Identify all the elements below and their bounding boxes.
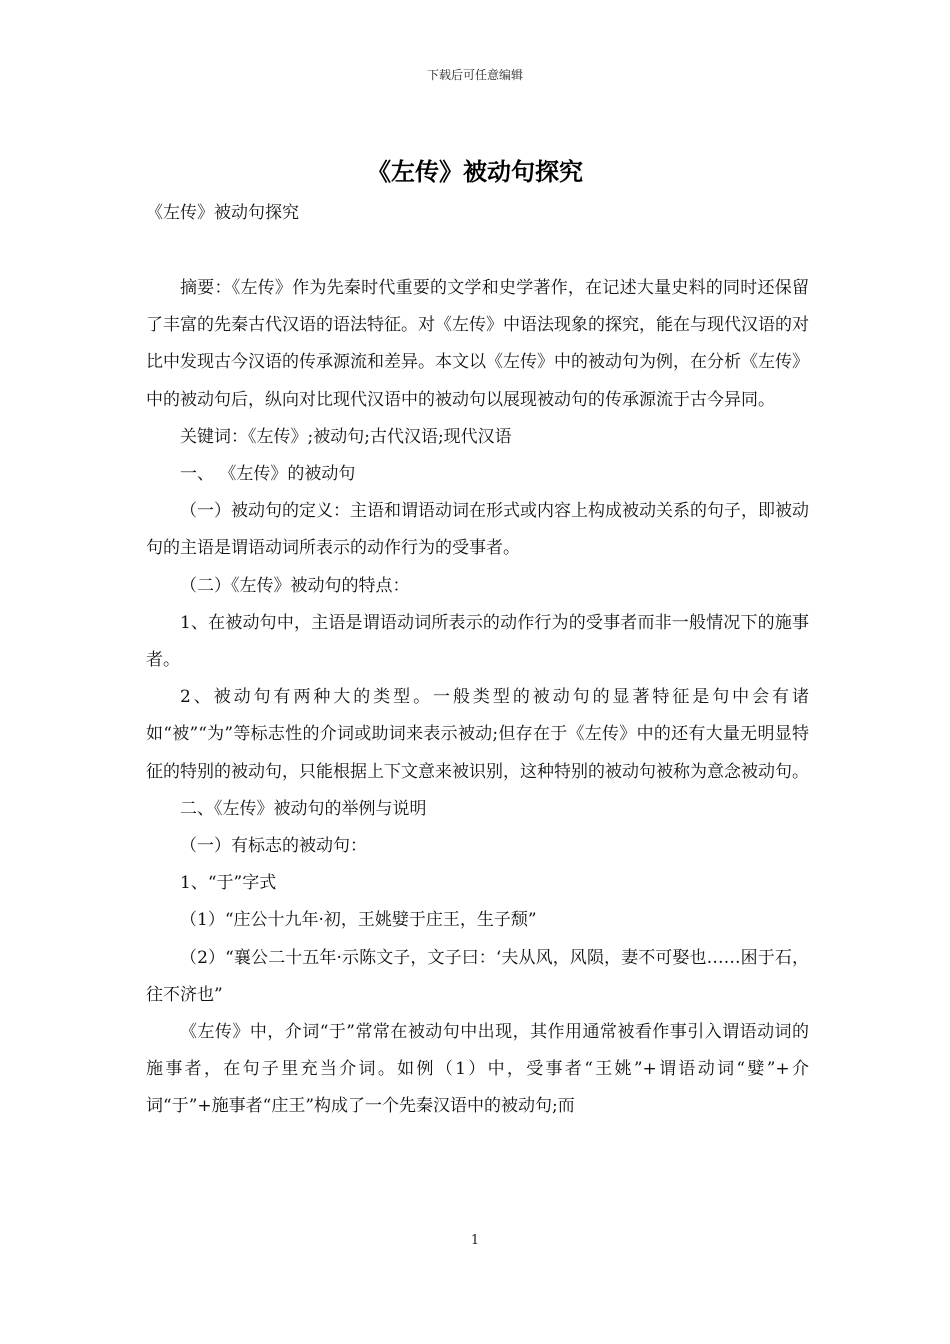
pattern-heading-yu: 1、“于”字式 (180, 873, 277, 894)
example-1: （1）“庄公十九年·初，王姚嬖于庄王，生子颓” (180, 910, 537, 931)
section-heading-1: 一、 《左传》的被动句 (180, 464, 356, 485)
document-body (146, 270, 809, 1126)
header-note: 下载后可任意编辑 (426, 68, 523, 82)
subsection-heading-features: （二）《左传》被动句的特点： (180, 575, 410, 596)
section-heading-2: 二、《左传》被动句的举例与说明 (180, 798, 427, 819)
keywords-line: 关键词：《左传》;被动句;古代汉语;现代汉语 (180, 426, 512, 447)
document-title: 《左传》被动句探究 (367, 158, 583, 186)
subsection-heading-marked: （一）有标志的被动句： (180, 836, 367, 857)
feature-item-2: 2、被动句有两种大的类型。一般类型的被动句的显著特征是句中会有诸如“被”“为”等标志性的介词或助词来表示被动;但存在于《左传》中的还有大量无明显特征的特别的被动句，只能根据上下文意来被识别，这种特别的被动句被称为意念被动句。 (146, 687, 809, 782)
feature-item-1: 1、在被动句中，主语是谓语动词所表示的动作行为的受事者而非一般情况下的施事者。 (146, 612, 809, 671)
abstract-paragraph: 摘要：《左传》作为先秦时代重要的文学和史学著作，在记述大量史料的同时还保留了丰富的先秦古代汉语的语法特征。对《左传》中语法现象的探究，能在与现代汉语的对比中发现古今汉语的传承源流和差异。本文以《左传》中的被动句为例，在分析《左传》中的被动句后，纵向对比现代汉语中的被动句以展现被动句的传承源流于古今异同。 (146, 278, 809, 410)
definition-paragraph: （一）被动句的定义：主语和谓语动词在形式或内容上构成被动关系的句子，即被动句的主语是谓语动词所表示的动作行为的受事者。 (146, 501, 809, 559)
page-number: 1 (470, 1233, 480, 1248)
document-subtitle: 《左传》被动句探究 (146, 203, 299, 223)
explanation-paragraph: 《左传》中，介词“于”常常在被动句中出现，其作用通常被看作事引入谓语动词的施事者，在句子里充当介词。如例（1）中，受事者“王姚”+谓语动词“嬖”+介词“于”+施事者“庄王”构成了一个先秦汉语中的被动句;而 (146, 1022, 809, 1117)
example-2: （2）“襄公二十五年·示陈文子，文子曰：‘夫从风，风陨，妻不可娶也……困于石，往不济也” (146, 947, 809, 1005)
